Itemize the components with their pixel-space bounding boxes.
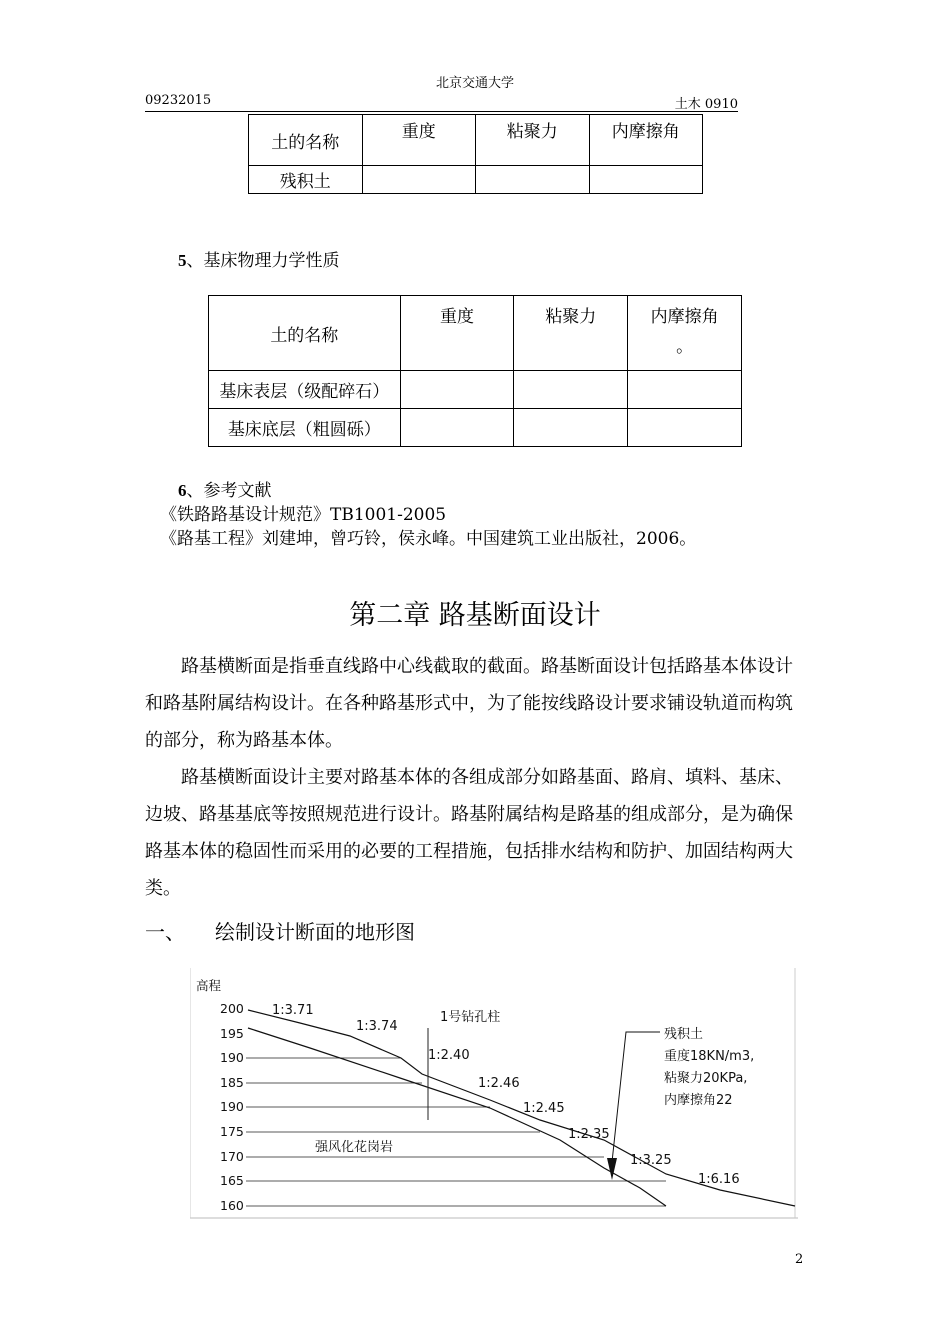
table1-header-friction: 内摩擦角 [589,115,703,166]
table2-cell [628,371,742,409]
table2-header-friction: 内摩擦角 。 [628,296,742,371]
soil-annotation: 重度18KN/m3, [664,1049,755,1064]
slope-label: 1:6.16 [698,1172,740,1187]
table2-row-name: 基床表层（级配碎石） [209,371,401,409]
slope-label: 1:2.46 [478,1076,520,1091]
y-axis-title: 高程 [196,978,222,993]
table2-header-cohesion: 粘聚力 [514,296,628,371]
subheading: 一、 绘制设计断面的地形图 [145,920,415,944]
table1-header-cohesion: 粘聚力 [476,115,590,166]
table2-row-name: 基床底层（粗圆砾） [209,409,401,447]
y-tick-label: 175 [220,1124,244,1139]
table1-cell [476,166,590,194]
body-paragraph: 路基横断面是指垂直线路中心线截取的截面。路基断面设计包括路基本体设计和路基附属结构设计。在各种路基形式中，为了能按线路设计要求铺设轨道而构筑的部分，称为路基本体。 [145,656,793,751]
table1-header-name: 土的名称 [249,115,363,166]
header-class: 土木 0910 [674,97,738,112]
table2-cell [514,371,628,409]
y-tick-label: 160 [220,1198,244,1213]
slope-label: 1:3.74 [356,1019,398,1034]
soil-annotation: 粘聚力20KPa, [664,1071,748,1086]
soil-table-2 [208,295,742,447]
slope-label: 1:3.25 [630,1153,672,1168]
table2-header-weight: 重度 [400,296,514,371]
table1-row-name: 残积土 [249,166,363,194]
y-tick-label: 190 [220,1099,244,1114]
header-student-id: 09232015 [145,93,212,108]
table2-cell [400,409,514,447]
soil-annotation: 残积土 [664,1027,704,1042]
chapter-title: 第二章 路基断面设计 [349,600,601,631]
table2-cell [628,409,742,447]
annotation-arrowhead [607,1158,617,1180]
table1-cell [362,166,476,194]
slope-label: 1:2.35 [568,1127,610,1142]
rock-layer-label: 强风化花岗岩 [315,1140,394,1155]
slope-label: 1:2.40 [428,1048,470,1063]
soil-annotation: 内摩擦角22 [664,1093,733,1108]
soil-table-1 [248,114,703,194]
table1-cell [589,166,703,194]
body-paragraph: 路基横断面设计主要对路基本体的各组成部分如路基面、路肩、填料、基床、边坡、路基基底等按照规范进行设计。路基附属结构是路基的组成部分，是为确保路基本体的稳固性而采用的必要的工程措施，包括排水结构和防护、加固结构两大类。 [145,767,793,899]
table2-header-name: 土的名称 [209,296,401,371]
table1-header-weight: 重度 [362,115,476,166]
table2-cell [400,371,514,409]
terrain-section-figure [190,968,798,1220]
slope-label: 1:2.45 [523,1101,565,1116]
slope-label: 1:3.71 [272,1003,314,1018]
page-number: 2 [795,1252,804,1267]
section-6-heading: 6、参考文献 [178,481,272,501]
y-tick-label: 165 [220,1173,244,1188]
y-tick-label: 200 [220,1001,244,1016]
y-tick-label: 170 [220,1149,244,1164]
borehole-label: 1号钻孔柱 [440,1010,501,1025]
y-tick-label: 190 [220,1050,244,1065]
section-5-heading: 5、基床物理力学性质 [178,251,340,271]
header-university: 北京交通大学 [435,76,514,91]
header-rule [145,111,738,112]
reference-item: 《路基工程》刘建坤，曾巧铃，侯永峰。中国建筑工业出版社，2006。 [160,529,697,549]
y-tick-label: 185 [220,1075,244,1090]
table2-cell [514,409,628,447]
reference-item: 《铁路路基设计规范》TB1001-2005 [160,505,447,525]
annotation-leader-line [612,1032,660,1162]
y-tick-label: 195 [220,1026,244,1041]
